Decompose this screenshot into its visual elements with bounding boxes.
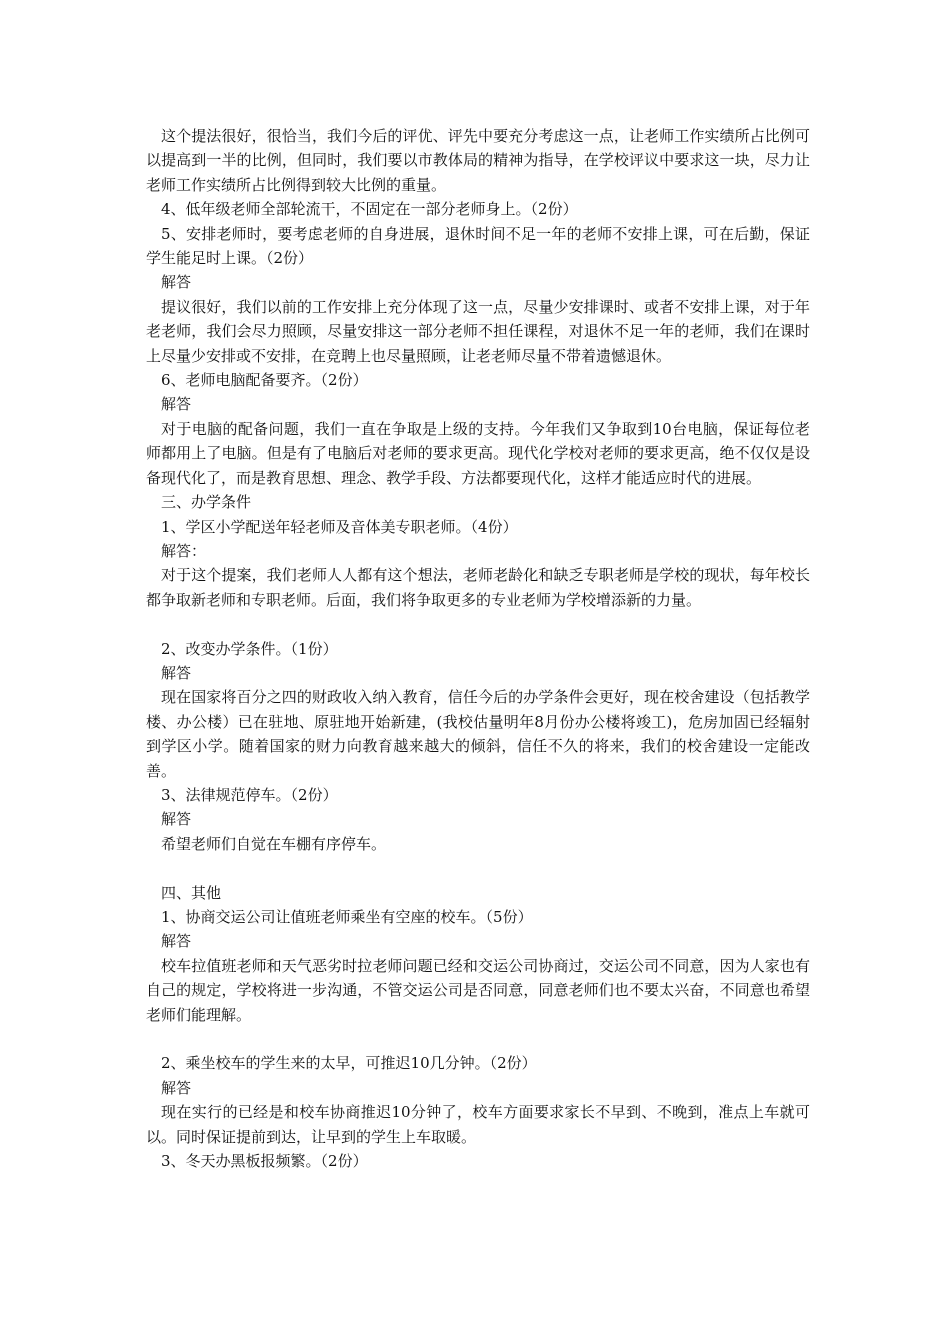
paragraph: 解答	[161, 810, 192, 829]
paragraph: 1、协商交运公司让值班老师乘坐有空座的校车。（5份）	[161, 907, 533, 926]
blank-line	[146, 856, 810, 880]
paragraph: 现在国家将百分之四的财政收入纳入教育，信任今后的办学条件会更好，现在校舍建设（包括教学楼、办公楼）已在驻地、原驻地开始新建，(我校估量明年8月份办公楼将竣工)，危房加固已经辐射到学区小学。随着国家的财力向教育越来越大的倾斜，信任不久的将来，我们的校舍建设一定能改善。	[146, 688, 810, 780]
paragraph: 解答	[161, 932, 192, 951]
blank-line	[146, 612, 810, 636]
paragraph: 这个提法很好，很恰当，我们今后的评优、评先中要充分考虑这一点，让老师工作实绩所占比例可以提高到一半的比例，但同时，我们要以市教体局的精神为指导，在学校评议中要求这一块，尽力让老师工作实绩所占比例得到较大比例的重量。	[146, 127, 810, 194]
paragraph: 3、冬天办黑板报频繁。（2份）	[161, 1152, 368, 1171]
paragraph: 提议很好，我们以前的工作安排上充分体现了这一点，尽量少安排课时、或者不安排上课，对于年老老师，我们会尽力照顾，尽量安排这一部分老师不担任课程，对退休不足一年的老师，我们在课时上尽量少安排或不安排，在竞聘上也尽量照顾，让老老师尽量不带着遗憾退休。	[146, 297, 810, 365]
paragraph: 校车拉值班老师和天气恶劣时拉老师问题已经和交运公司协商过，交运公司不同意，因为人家也有自己的规定，学校将进一步沟通，不管交运公司是否同意，同意老师们也不要太兴奋，不同意也希望老师们能理解。	[146, 956, 810, 1024]
paragraph: 解答	[161, 395, 192, 414]
paragraph: 解答	[161, 663, 192, 682]
paragraph: 解答	[161, 273, 192, 292]
document-page	[146, 124, 810, 1173]
paragraph: 2、乘坐校车的学生来的太早，可推迟10几分钟。（2份）	[161, 1054, 537, 1073]
paragraph: 4、低年级老师全部轮流干，不固定在一部分老师身上。（2份）	[161, 200, 578, 219]
paragraph: 解答	[161, 1078, 192, 1097]
paragraph: 解答：	[161, 541, 207, 560]
blank-line	[146, 1027, 810, 1051]
paragraph: 现在实行的已经是和校车协商推迟10分钟了，校车方面要求家长不早到、不晚到，准点上车就可以。同时保证提前到达，让早到的学生上车取暖。	[146, 1103, 810, 1146]
paragraph: 三、办学条件	[161, 493, 252, 512]
paragraph: 对于这个提案，我们老师人人都有这个想法，老师老龄化和缺乏专职老师是学校的现状，每年校长都争取新老师和专职老师。后面，我们将争取更多的专业老师为学校增添新的力量。	[146, 566, 810, 609]
paragraph: 6、老师电脑配备要齐。（2份）	[161, 371, 368, 390]
paragraph: 3、法律规范停车。（2份）	[161, 785, 338, 804]
paragraph: 1、学区小学配送年轻老师及音体美专职老师。（4份）	[161, 517, 518, 536]
paragraph: 希望老师们自觉在车棚有序停车。	[161, 834, 387, 853]
paragraph: 四、其他	[161, 883, 222, 902]
paragraph: 对于电脑的配备问题，我们一直在争取是上级的支持。今年我们又争取到10台电脑，保证每位老师都用上了电脑。但是有了电脑后对老师的要求更高。现代化学校对老师的要求更高，绝不仅仅是设备现代化了，而是教育思想、理念、教学手段、方法都要现代化，这样才能适应时代的进展。	[146, 419, 810, 487]
paragraph: 5、安排老师时，要考虑老师的自身进展，退休时间不足一年的老师不安排上课，可在后勤，保证学生能足时上课。（2份）	[146, 224, 810, 268]
paragraph: 2、改变办学条件。（1份）	[161, 639, 338, 658]
